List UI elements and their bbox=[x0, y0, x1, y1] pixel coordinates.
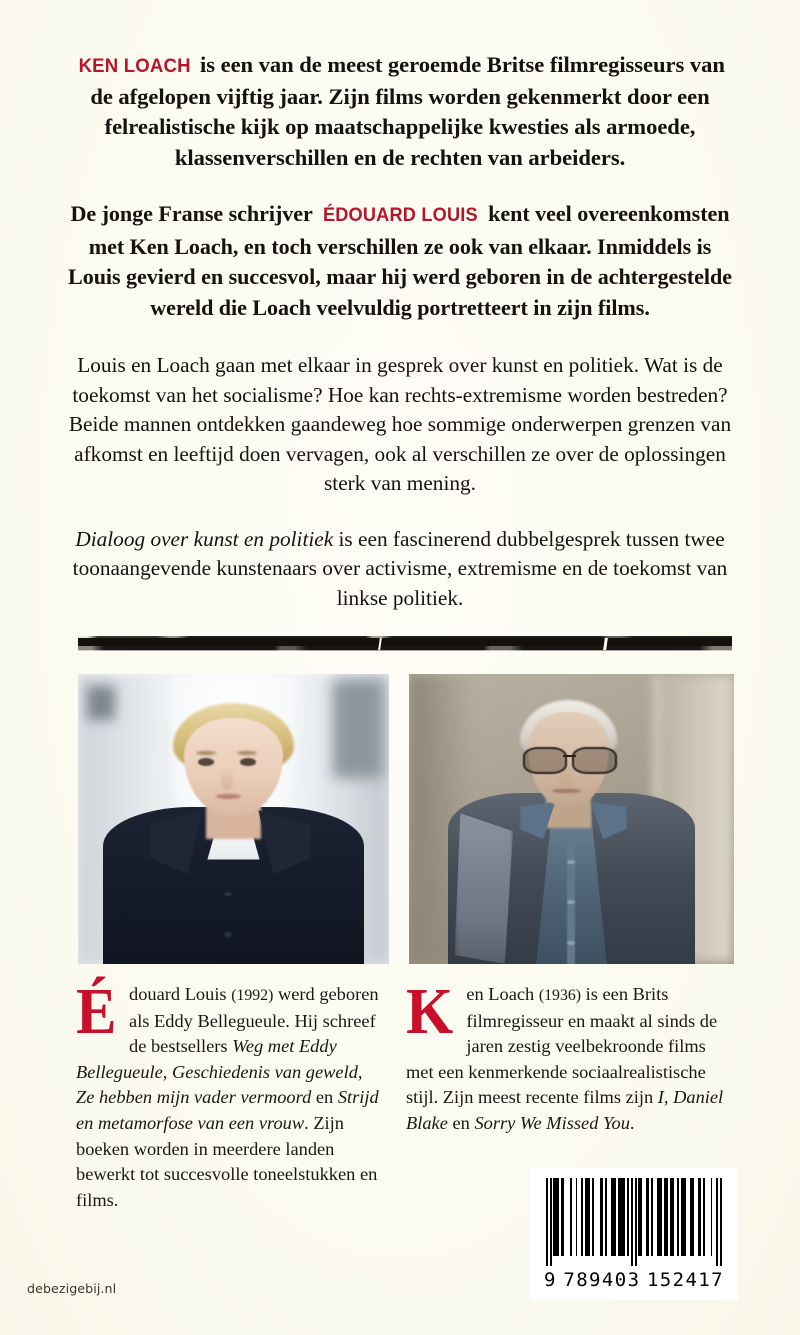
bio-left-body-b: en bbox=[311, 1087, 338, 1108]
subject-jacket-highlight bbox=[455, 813, 514, 964]
bio-edouard-louis bbox=[76, 975, 384, 1213]
isbn-barcode bbox=[530, 1168, 738, 1300]
subject-shirt-button-3 bbox=[567, 941, 575, 945]
bio-left-titles-a: Weg met Eddy Bellegueule, Geschiedenis van geweld, Ze hebben mijn vader vermoord bbox=[76, 1036, 363, 1108]
publisher-website[interactable]: debezigebij.nl bbox=[27, 1281, 117, 1296]
ken-loach-name-highlight: KEN LOACH bbox=[78, 55, 191, 77]
dropcap-k: K bbox=[406, 975, 454, 1048]
subject-eye-left bbox=[198, 758, 214, 766]
bio-right-body-a: is een Brits filmregisseur en maakt al sinds de jaren zestig veelbekroonde films met een kenmerkende sociaalrealistische stijl. Zijn meest recente films zijn bbox=[406, 984, 718, 1108]
photo-background-shape bbox=[333, 680, 383, 779]
barcode-digits bbox=[544, 1269, 724, 1291]
barcode-bars bbox=[546, 1178, 722, 1266]
blurb-paragraph-4 bbox=[62, 525, 738, 614]
author-photos bbox=[78, 674, 734, 964]
bio-left-line1: douard Louis bbox=[129, 984, 232, 1004]
book-title-italic: Dialoog over kunst en politiek bbox=[75, 526, 334, 551]
bio-right-body-c: . bbox=[629, 1112, 635, 1133]
subject-eye-right bbox=[240, 758, 256, 766]
photo-edouard-louis bbox=[78, 674, 389, 964]
glasses-bridge bbox=[563, 755, 576, 757]
glasses-lens-left bbox=[523, 747, 568, 774]
blurb-paragraph-2-text: kent veel overeenkomsten met Ken Loach, en toch verschillen ze ook van elkaar. Inmiddels is Louis gevierd en succesvol, maar hij werd geboren in de achtergestelde wereld die Loach veelvuldig portretteert in zijn films. bbox=[68, 201, 732, 320]
bio-left-body-c: . Zijn boeken worden in meerdere landen bewerkt tot succesvolle toneelstukken en films. bbox=[76, 1112, 378, 1210]
bio-right-titles-b: Sorry We Missed You bbox=[474, 1112, 630, 1133]
divider-rule bbox=[78, 632, 732, 654]
photo-background-wall-edge bbox=[653, 674, 663, 802]
divider-rule-bar bbox=[78, 636, 732, 650]
edouard-louis-name-highlight: ÉDOUARD LOUIS bbox=[322, 205, 478, 226]
bio-right-line1: en Loach bbox=[466, 984, 539, 1004]
bio-left-body-a: werd geboren als Eddy Bellegueule. Hij schreef de bestsellers bbox=[129, 984, 379, 1057]
photo-ken-loach bbox=[409, 674, 734, 964]
subject-mouth bbox=[552, 789, 581, 794]
barcode-digit-group-right: 152417 bbox=[646, 1269, 724, 1291]
subject-eyebrow-left bbox=[196, 751, 216, 755]
blurb-block bbox=[62, 50, 738, 635]
barcode-digit-group-mid: 789403 bbox=[563, 1269, 641, 1291]
subject-nose bbox=[221, 767, 233, 790]
bio-right-year: (1936) bbox=[538, 987, 582, 1004]
photo-background-shape-2 bbox=[87, 686, 115, 721]
subject-shirt-button-1 bbox=[567, 860, 575, 864]
subject-coat-button-2 bbox=[224, 932, 232, 937]
barcode-digit-group-left: 9 bbox=[544, 1269, 557, 1291]
blurb-paragraph-2-lead: De jonge Franse schrijver bbox=[70, 201, 318, 226]
blurb-paragraph-4-text: is een fascinerend dubbelgesprek tussen twee toonaangevende kunstenaars over activisme, extremisme en de toekomst van linkse politiek. bbox=[72, 526, 728, 610]
blurb-paragraph-3: Louis en Loach gaan met elkaar in gesprek over kunst en politiek. Wat is de toekomst van het socialisme? Hoe kan rechts-extremisme worden bestreden? Beide mannen ontdekken gaandeweg hoe sommige onderwerpen grenzen van afkomst en leeftijd doen vervagen, ook al verschillen ze over de oplossingen sterk van mening. bbox=[68, 353, 732, 495]
bio-right-body-b: en bbox=[447, 1112, 475, 1133]
dropcap-e-acute: É bbox=[76, 975, 117, 1048]
blurb-paragraph-1-text: is een van de meest geroemde Britse filmregisseurs van de afgelopen vijftig jaar. Zijn films worden gekenmerkt door een felrealistische kijk op maatschappelijke kwesties als armoede, klassenverschillen en de rechten van arbeiders. bbox=[90, 52, 725, 170]
bio-left-year: (1992) bbox=[231, 987, 274, 1004]
subject-glasses bbox=[523, 747, 617, 770]
bio-right-titles-a: I, Daniel Blake bbox=[406, 1087, 724, 1133]
bio-left-titles-b: Strijd en metamorfose van een vrouw bbox=[76, 1087, 379, 1133]
subject-eyebrow-right bbox=[237, 751, 257, 755]
blurb-paragraph-1 bbox=[62, 50, 738, 173]
blurb-paragraph-2 bbox=[62, 199, 738, 323]
glasses-lens-right bbox=[572, 747, 617, 774]
